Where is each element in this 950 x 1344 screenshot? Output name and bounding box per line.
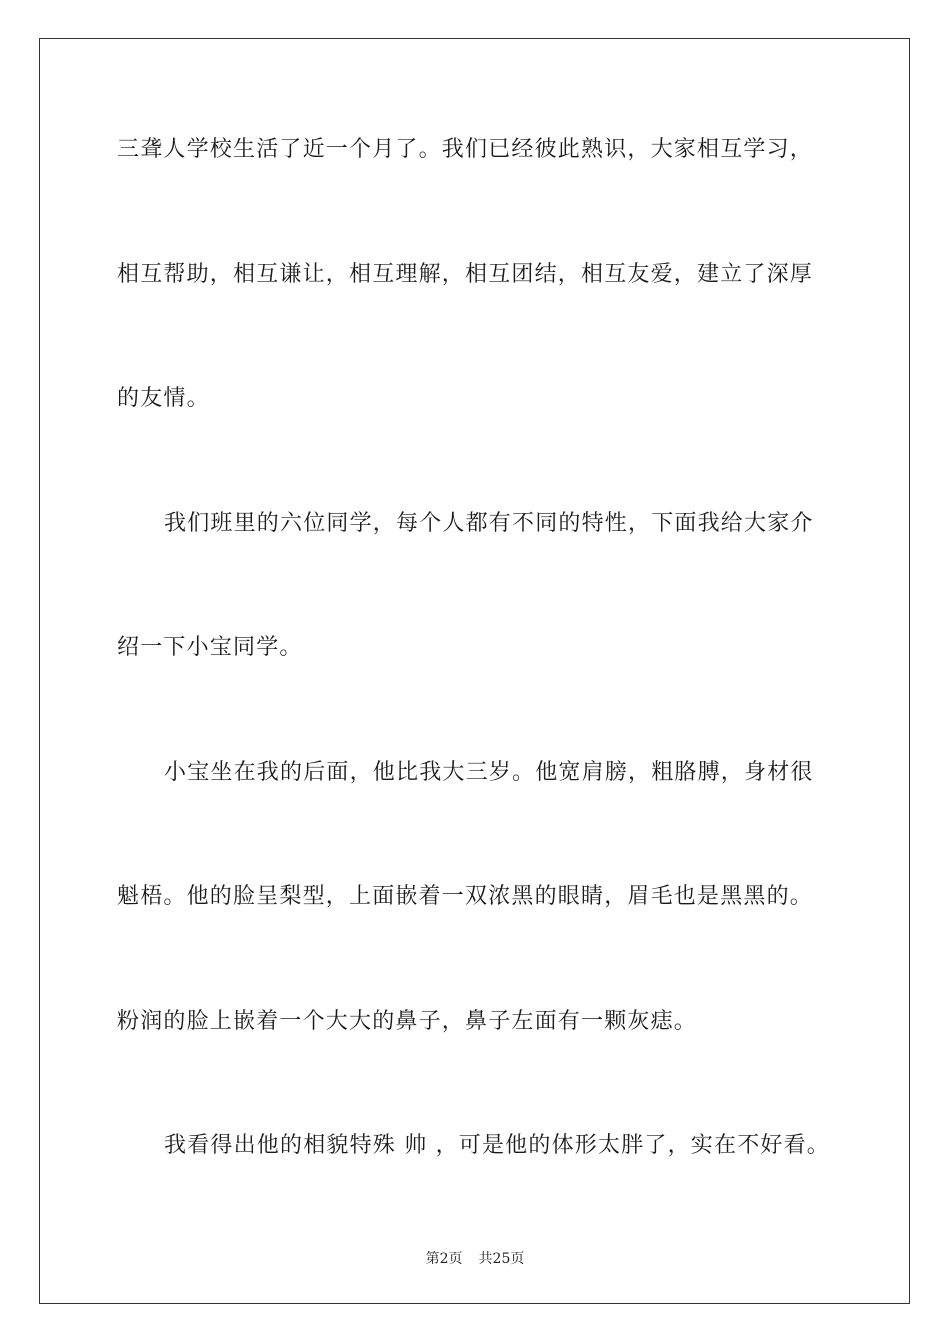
paragraph-start-line: 小宝坐在我的后面，他比我大三岁。他宽肩膀，粗胳膊，身材很	[164, 760, 814, 785]
page-frame	[39, 38, 910, 1304]
page-total: 共25页	[478, 1251, 525, 1267]
text-line: 粉润的脸上嵌着一个大大的鼻子，鼻子左面有一颗灰痣。	[117, 1009, 698, 1034]
page-number: 第2页	[425, 1251, 463, 1267]
text-line: 相互帮助，相互谦让，相互理解，相互团结，相互友爱，建立了深厚	[117, 262, 814, 287]
text-line: 三聋人学校生活了近一个月了。我们已经彼此熟识，大家相互学习，	[117, 137, 814, 162]
paragraph-start-line: 我看得出他的相貌特殊 帅 ，可是他的体形太胖了，实在不好看。	[164, 1133, 830, 1158]
text-line: 的友情。	[117, 386, 210, 411]
text-line: 魁梧。他的脸呈梨型，上面嵌着一双浓黑的眼睛，眉毛也是黑黑的。	[117, 884, 814, 909]
page-footer	[0, 1248, 950, 1268]
text-line: 绍一下小宝同学。	[117, 635, 303, 660]
paragraph-start-line: 我们班里的六位同学，每个人都有不同的特性，下面我给大家介	[164, 511, 814, 536]
